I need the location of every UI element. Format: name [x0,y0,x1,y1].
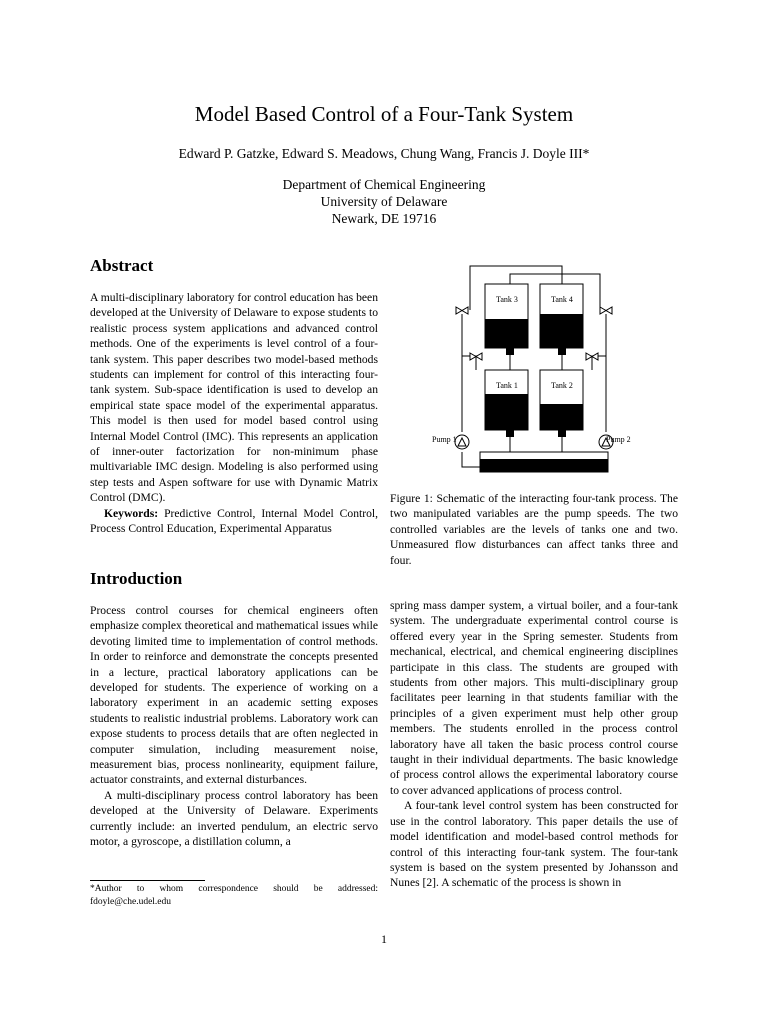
tank3-label: Tank 3 [496,295,518,304]
author-list: Edward P. Gatzke, Edward S. Meadows, Chung Wang, Francis J. Doyle III* [178,146,590,161]
footnote: *Author to whom correspondence should be addressed: fdoyle@che.udel.edu [90,884,378,907]
intro-paragraph-1: Process control courses for chemical engineers often emphasize complex theoretical and mathematical issues while devoting limited time to implementation of control methods. In order to reinforce and demonstrate the concepts presented in a lecture, practical laboratory applications can be developed for students. The experience of working on a laboratory experiment in an academic setting exposes students to realistic industrial problems. Laboratory work can expose students to process details that are often neglected in computer simulation, including measurement noise, measurement bias, process nonlinearity, equipment failure, actuator constraints, and external disturbances. [90,604,378,787]
introduction-right-body [390,598,678,891]
keywords-text: Predictive Control, Internal Model Control, Process Control Education, Experimental Apparatus [90,506,378,536]
abstract-heading: Abstract [90,256,154,275]
affiliation-address: Newark, DE 19716 [331,211,437,226]
affiliation-university: University of Delaware [320,194,448,209]
tank2-label: Tank 2 [551,381,573,390]
footnote-rule [90,880,205,881]
four-tank-schematic [430,262,670,480]
tank4-label: Tank 4 [551,295,573,304]
valve-right-upper [600,307,612,314]
intro-paragraph-3: spring mass damper system, a virtual boiler, and a four-tank system. The undergraduate experimental control course is offered every year in the Spring semester. Students from mechanical, electrical, and chemical engineering disciplines participate in this class. The students are grouped with students from other majors. This multi-disciplinary group facilitates peer learning in that students familiar with the principles of a given experiment must help other group members. The students enrolled in the process control laboratory have all taken the basic process control course taught in their individual departments. The basic knowledge of process control allows the experimental laboratory course to cover advanced applications of process control. [390,599,678,797]
figure-1-caption: Figure 1: Schematic of the interacting four-tank process. The two manipulated variables are the pump speeds. The two controlled variables are the levels of tanks one and two. Unmeasured flow disturbances can affect tanks three and four. [390,492,678,567]
introduction-heading: Introduction [90,569,183,588]
abstract-text: A multi-disciplinary laboratory for control education has been developed at the University of Delaware to expose students to realistic process system applications and advanced control methods. One of the experiments is level control of a four-tank system. This paper describes two model-based methods students can implement for control of this interacting four-tank system. Sub-space identification is used to develop an empirical state space model of the experimental apparatus. This model is then used for model based control using Internal Model Control (IMC). This represents an application of inner-outer factorization for non-minimum phase multivariable IMC design. Modeling is also performed using step tests and Aspen software for use with Dynamic Matrix Control (DMC). [90,291,378,505]
introduction-left-body [90,603,378,850]
tank1-label: Tank 1 [496,381,518,390]
intro-paragraph-4: A four-tank level control system has been constructed for use in the control laboratory. This paper details the use of model identification and model-based control methods for control of this interacting four-tank system. The four-tank system is based on the system presented by Johansson and Nunes [2]. A schematic of the process is shown in [390,799,678,890]
page-number: 1 [381,932,387,946]
affiliation [0,176,768,227]
intro-paragraph-2: A multi-disciplinary process control laboratory has been developed at the University of Delaware. Experiments currently include: an inverted pendulum, an electric servo motor, a gyroscope, a distillation column, a [90,788,378,849]
sump-reservoir [480,452,608,472]
pump1-label: Pump 1 [432,435,457,444]
affiliation-department: Department of Chemical Engineering [282,177,486,192]
pump2-label: Pump 2 [606,435,631,444]
abstract-body [90,290,378,537]
keywords-label: Keywords: [104,506,159,520]
paper-title: Model Based Control of a Four-Tank System [194,102,574,126]
pump-1 [455,435,469,449]
keywords-line [90,506,378,537]
valve-left-upper [456,307,468,314]
